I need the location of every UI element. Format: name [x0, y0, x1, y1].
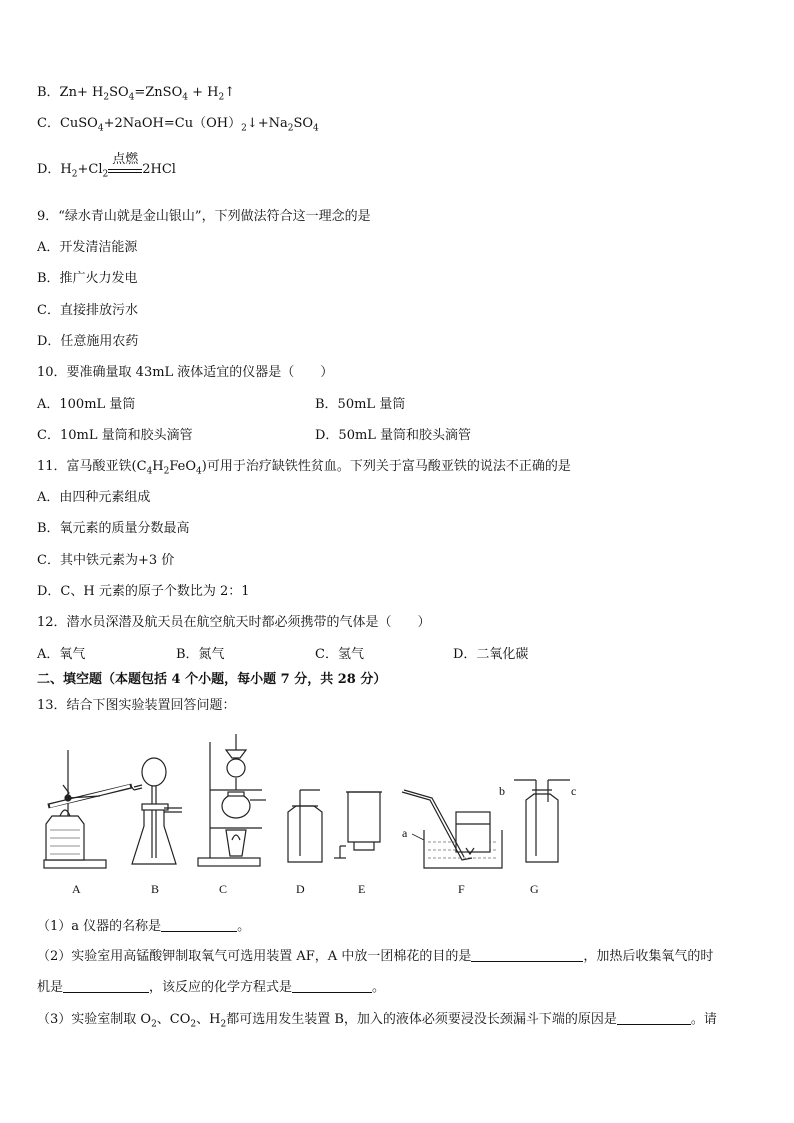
q11-option-c: C．其中铁元素为+3 价: [37, 553, 175, 568]
q10-option-a: A．100mL 量筒: [37, 397, 136, 412]
label-a: A: [72, 882, 81, 896]
label-g: G: [530, 882, 539, 896]
apparatus-e-drawing: [334, 792, 382, 858]
q12-stem: 12．潜水员深潜及航天员在航空航天时都必须携带的气体是（ ）: [37, 615, 431, 630]
label-d: D: [296, 882, 305, 896]
answer-blank[interactable]: [617, 1010, 691, 1025]
q11-option-d: D．C、H 元素的原子个数比为 2：1: [37, 584, 250, 599]
label-port-c: c: [571, 784, 577, 798]
label-f: F: [458, 882, 465, 896]
section-heading: 二、填空题（本题包括 4 个小题，每小题 7 分，共 28 分）: [37, 672, 387, 687]
q13-part-1: （1）a 仪器的名称是 。: [37, 919, 251, 934]
q9-option-b: B．推广火力发电: [37, 271, 138, 286]
q10-option-c: C．10mL 量筒和胶头滴管: [37, 428, 193, 443]
apparatus-drawing: [30, 730, 770, 900]
q9-stem: 9．“绿水青山就是金山银山”，下列做法符合这一理念的是: [37, 209, 371, 224]
apparatus-c-drawing: [198, 734, 266, 866]
q8-option-c: C．$CuSO_4+2NaOH=Cu(OH)_2↓+Na_2SO_4$: [37, 116, 319, 134]
apparatus-g-drawing: [514, 780, 570, 862]
label-e: E: [358, 882, 366, 896]
apparatus-figure: [30, 730, 770, 904]
label-instrument-a: a: [402, 826, 408, 840]
label-c: C: [219, 882, 228, 896]
q8-option-b: B．$Zn+ H_2SO_4=ZnSO_4$ + $H_2↑$: [37, 85, 236, 103]
q11-option-b: B．氧元素的质量分数最高: [37, 521, 190, 536]
reaction-condition: 点燃: [108, 171, 142, 173]
q12-option-d: D．二氧化碳: [453, 647, 529, 662]
q9-option-d: D．任意施用农药: [37, 334, 139, 349]
apparatus-f-drawing: [402, 790, 502, 868]
apparatus-d-drawing: [288, 790, 322, 862]
answer-blank[interactable]: [292, 978, 372, 993]
q12-option-b: B．氮气: [176, 647, 225, 662]
q9-option-a: A．开发清洁能源: [37, 240, 138, 255]
q11-option-a: A．由四种元素组成: [37, 490, 151, 505]
q13-part-3: （3）实验室制取 $O_2$、$CO_2$、$H_2$都可选用发生装置 B，加入的液体必须要浸没长颈漏斗下端的原因是 。请: [37, 1012, 717, 1030]
q12-option-a: A．氧气: [37, 647, 86, 662]
apparatus-b-drawing: [132, 758, 182, 864]
q10-option-b: B．50mL 量筒: [315, 397, 406, 412]
q12-option-c: C．氢气: [315, 647, 364, 662]
q13-part-2-line-2: 机是 ，该反应的化学方程式是 。: [37, 980, 386, 995]
answer-blank[interactable]: [161, 917, 237, 932]
q10-option-d: D．50mL 量筒和胶头滴管: [315, 428, 472, 443]
q8-option-d: D．$H_2+Cl_2$ 点燃 2HCl: [37, 152, 176, 180]
apparatus-a-drawing: [44, 750, 142, 868]
label-b: B: [151, 882, 160, 896]
q11-stem: 11．富马酸亚铁$(C_4H_2FeO_4)$可用于治疗缺铁性贫血。下列关于富马酸亚铁的说法不正确的是: [37, 459, 571, 477]
q13-stem: 13．结合下图实验装置回答问题：: [37, 698, 236, 713]
label-port-b: b: [499, 784, 505, 798]
answer-blank[interactable]: [63, 978, 149, 993]
answer-blank[interactable]: [471, 947, 583, 962]
q10-stem: 10．要准确量取 43mL 液体适宜的仪器是（ ）: [37, 365, 334, 380]
q13-part-2-line-1: （2）实验室用高锰酸钾制取氧气可选用装置 AF，A 中放一团棉花的目的是 ，加热后收集氧气的时: [37, 949, 714, 964]
q9-option-c: C．直接排放污水: [37, 303, 138, 318]
